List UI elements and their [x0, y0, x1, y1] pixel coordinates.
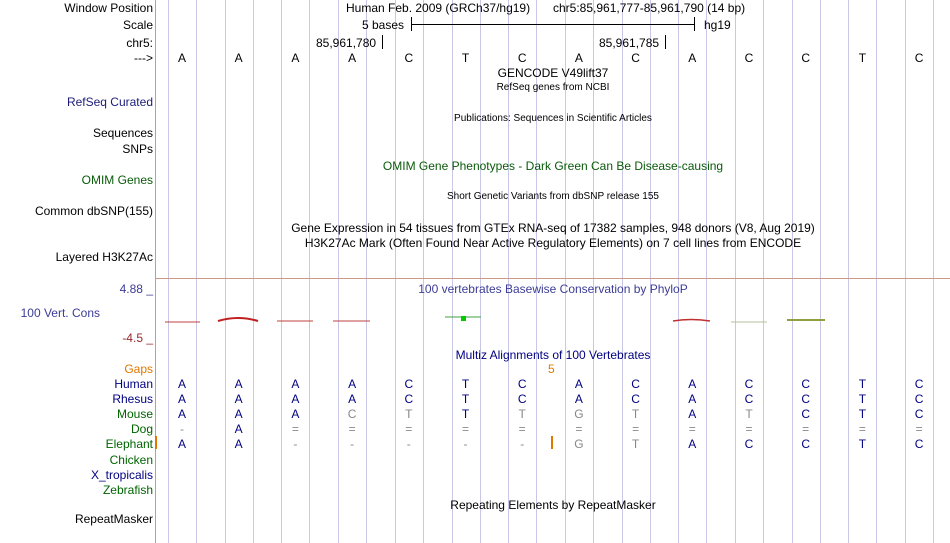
aligned-base: C — [744, 377, 754, 391]
aligned-base: T — [461, 377, 470, 391]
aligned-base: T — [518, 407, 526, 421]
aligned-base: T — [461, 407, 470, 421]
aligned-base: A — [177, 392, 187, 406]
aligned-base: C — [347, 407, 357, 421]
ref-base: A — [688, 51, 697, 65]
species-label[interactable]: Dog — [130, 422, 153, 436]
gencode-title[interactable]: GENCODE V49lift37 — [497, 66, 609, 80]
h3k27-title[interactable]: H3K27Ac Mark (Often Found Near Active Regulatory Elements) on 7 cell lines from ENCODE — [304, 236, 802, 250]
aligned-base: A — [177, 377, 187, 391]
aligned-base: C — [744, 392, 754, 406]
scale-label: Scale — [122, 18, 153, 32]
aligned-base: C — [517, 392, 527, 406]
aligned-base: C — [914, 377, 924, 391]
dbsnp-title[interactable]: Short Genetic Variants from dbSNP release 155 — [447, 191, 659, 202]
aligned-base: = — [405, 422, 413, 436]
phylop-bar-6 — [673, 320, 710, 322]
pubs-label-snps[interactable]: SNPs — [122, 142, 153, 156]
refseq-label[interactable]: RefSeq Curated — [66, 95, 153, 109]
aligned-base: C — [744, 437, 754, 451]
coord-right-tick — [665, 35, 666, 49]
species-label[interactable]: X_tropicalis — [90, 468, 153, 482]
pubs-label-sequences[interactable]: Sequences — [92, 126, 153, 140]
aligned-base: = — [688, 422, 696, 436]
aligned-base: C — [404, 392, 414, 406]
aligned-base: T — [631, 437, 640, 451]
aligned-base: T — [631, 407, 640, 421]
ref-base: A — [291, 51, 300, 65]
species-label[interactable]: Human — [114, 377, 153, 391]
phylop-graph — [155, 300, 950, 330]
aligned-base: C — [914, 437, 924, 451]
phylop-bar-2 — [218, 318, 258, 321]
aligned-base: C — [404, 377, 414, 391]
ref-base: T — [461, 51, 470, 65]
aligned-base: A — [688, 392, 697, 406]
aligned-base: A — [688, 377, 697, 391]
aligned-base: C — [801, 377, 811, 391]
aligned-base: A — [574, 377, 583, 391]
aligned-base: C — [801, 407, 811, 421]
pubs-title[interactable]: Publications: Sequences in Scientific Articles — [454, 113, 652, 124]
ref-base: C — [517, 51, 527, 65]
aligned-base: A — [177, 437, 187, 451]
aligned-base: = — [745, 422, 753, 436]
section-divider — [155, 278, 950, 279]
scale-bar — [411, 24, 695, 25]
aligned-base: A — [234, 407, 243, 421]
aligned-base: - — [463, 437, 468, 451]
aligned-base: C — [631, 392, 640, 406]
omim-label[interactable]: OMIM Genes — [81, 173, 153, 187]
phylop-label[interactable]: 100 Vert. Cons — [20, 306, 100, 320]
ref-base: C — [404, 51, 414, 65]
aligned-base: = — [802, 422, 810, 436]
aligned-base: = — [632, 422, 640, 436]
ref-base: T — [858, 51, 867, 65]
aligned-base: = — [348, 422, 356, 436]
species-label[interactable]: Mouse — [116, 407, 153, 421]
aligned-base: - — [520, 437, 525, 451]
aligned-base: C — [517, 377, 527, 391]
aligned-base: T — [858, 392, 867, 406]
dbsnp-label[interactable]: Common dbSNP(155) — [34, 204, 153, 218]
aligned-base: C — [801, 437, 811, 451]
aligned-base: A — [234, 392, 243, 406]
refseq-title[interactable]: RefSeq genes from NCBI — [496, 82, 610, 93]
scale-bar-right-tick — [694, 17, 695, 31]
aligned-base: A — [234, 437, 243, 451]
phylop-title[interactable]: 100 vertebrates Basewise Conservation by PhyloP — [418, 282, 688, 296]
ref-base: A — [234, 51, 243, 65]
aligned-base: A — [348, 377, 357, 391]
repeat-title[interactable]: Repeating Elements by RepeatMasker — [450, 498, 656, 512]
aligned-base: G — [574, 437, 584, 451]
aligned-base: A — [234, 377, 243, 391]
assembly-name: Human Feb. 2009 (GRCh37/hg19) — [346, 1, 531, 15]
coord-right: 85,961,785 — [599, 36, 660, 50]
aligned-base: A — [234, 422, 243, 436]
chrom-label: chr5: — [126, 36, 153, 50]
strand-label: ---> — [134, 51, 153, 65]
elephant-gap-marker-left — [155, 436, 157, 449]
phylop-bar-5-peak — [461, 316, 466, 321]
species-label[interactable]: Chicken — [109, 453, 153, 467]
window-position-label: Window Position — [64, 1, 153, 15]
aligned-base: A — [688, 407, 697, 421]
aligned-base: A — [574, 392, 583, 406]
aligned-base: T — [461, 392, 470, 406]
aligned-base: C — [631, 377, 640, 391]
aligned-base: C — [914, 392, 924, 406]
aligned-base: = — [915, 422, 923, 436]
phylop-max: 4.88 _ — [119, 282, 153, 296]
scale-db: hg19 — [704, 18, 731, 32]
ref-base: A — [574, 51, 583, 65]
elephant-gap-marker-mid — [551, 436, 553, 449]
aligned-base: A — [177, 407, 187, 421]
aligned-base: C — [914, 407, 924, 421]
scale-text: 5 bases — [362, 18, 405, 32]
aligned-base: A — [688, 437, 697, 451]
aligned-base: - — [406, 437, 411, 451]
aligned-base: T — [858, 377, 867, 391]
ref-base: C — [744, 51, 754, 65]
species-label[interactable]: Rhesus — [112, 392, 153, 406]
position-range[interactable]: chr5:85,961,777-85,961,790 (14 bp) — [553, 1, 746, 15]
aligned-base: A — [291, 377, 300, 391]
aligned-base: = — [518, 422, 526, 436]
multiz-title[interactable]: Multiz Alignments of 100 Vertebrates — [455, 348, 651, 362]
coord-left: 85,961,780 — [316, 36, 377, 50]
species-label[interactable]: Elephant — [105, 437, 153, 451]
aligned-base: T — [858, 437, 867, 451]
aligned-base: T — [745, 407, 753, 421]
aligned-base: T — [858, 407, 867, 421]
aligned-base: A — [291, 407, 300, 421]
ref-base: A — [348, 51, 357, 65]
phylop-min: -4.5 _ — [122, 331, 153, 345]
aligned-base: - — [350, 437, 355, 451]
omim-title[interactable]: OMIM Gene Phenotypes - Dark Green Can Be Disease-causing — [382, 159, 724, 173]
gaps-label[interactable]: Gaps — [124, 362, 153, 376]
species-label[interactable]: Zebrafish — [102, 483, 153, 497]
aligned-base: = — [575, 422, 583, 436]
aligned-base: G — [574, 407, 584, 421]
aligned-base: T — [405, 407, 413, 421]
aligned-base: = — [461, 422, 470, 436]
aligned-base: A — [291, 392, 300, 406]
aligned-base: - — [180, 422, 184, 436]
coord-left-tick — [382, 35, 383, 49]
ref-base: C — [801, 51, 811, 65]
aligned-base: = — [858, 422, 866, 436]
repeat-label[interactable]: RepeatMasker — [74, 512, 153, 526]
ref-base: C — [914, 51, 924, 65]
ref-base: A — [177, 51, 187, 65]
h3k27-label[interactable]: Layered H3K27Ac — [55, 250, 153, 264]
gaps-value: 5 — [548, 362, 555, 376]
aligned-base: - — [293, 437, 298, 451]
gtex-title[interactable]: Gene Expression in 54 tissues from GTEx RNA-seq of 17382 samples, 948 donors (V8, Aug 2019) — [291, 221, 815, 235]
aligned-base: A — [348, 392, 357, 406]
aligned-base: = — [291, 422, 299, 436]
ref-base: C — [631, 51, 640, 65]
aligned-base: C — [801, 392, 811, 406]
